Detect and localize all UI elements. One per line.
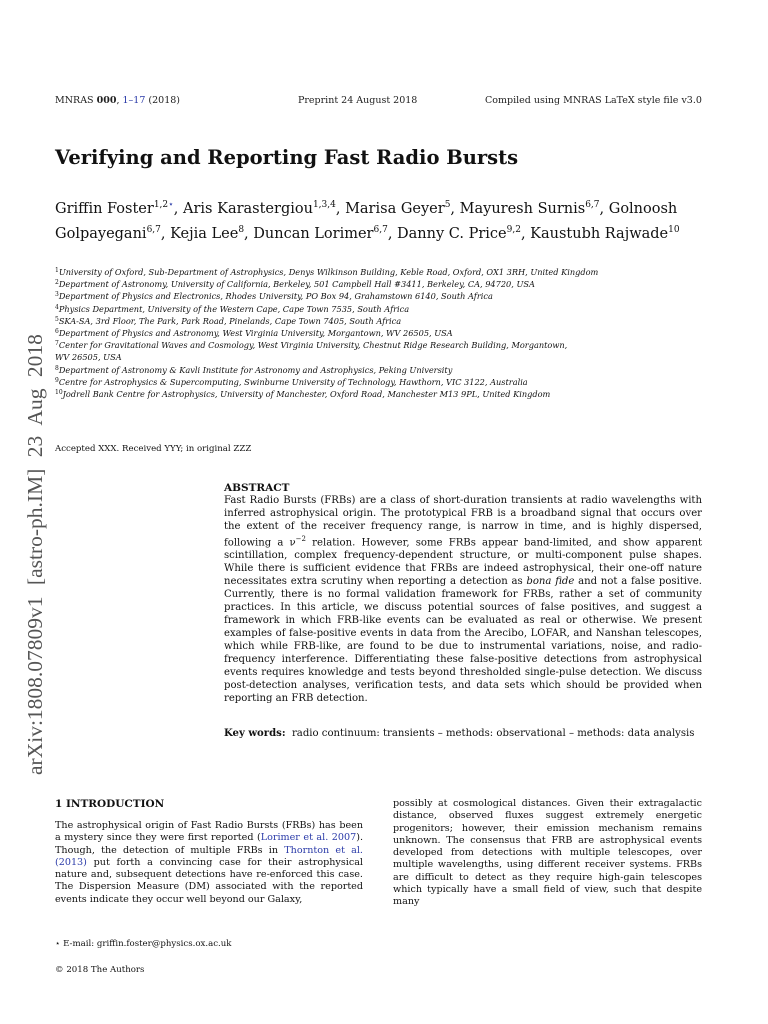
author-name: Marisa Geyer [345, 201, 445, 217]
affiliation-text: Department of Physics and Astronomy, West Virginia University, Morgantown, WV 26505, USA [58, 328, 453, 339]
page-range-link[interactable]: 1–17 [122, 95, 146, 106]
affiliation-text: Department of Astronomy, University of California, Berkeley, 501 Campbell Hall #3411, Berkeley, CA, 94720, USA [58, 279, 535, 290]
affiliation-item [55, 339, 705, 351]
running-header-journal: MNRAS 000, 1–17 (2018) [55, 95, 180, 106]
corresponding-author-star[interactable]: ⋆ [168, 200, 174, 210]
affiliation-item [55, 303, 705, 315]
keywords-text: radio continuum: transients – methods: observational – methods: data analysis [291, 728, 695, 739]
affiliation-text: Centre for Astrophysics & Supercomputing, Swinburne University of Technology, Hawthorn, VIC 3122, Australia [58, 376, 528, 387]
affiliation-list [55, 266, 705, 400]
accepted-line: Accepted XXX. Received YYY; in original ZZZ [55, 444, 252, 454]
abstract-text: Fast Radio Bursts (FRBs) are a class of short-duration transients at radio wavelengths with inferred astrophysical origin. The prototypical FRB is a broadband signal that occurs over the extent of the receiver frequency range, is narrow in time, and is highly dispersed, following a $\nu^{-2}$ relation. However, some FRBs appear band-limited, and show apparent scintillation, complex frequency-dependent structure, or multi-component pulse shapes. While there is sufficient evidence that FRBs are indeed astrophysical, their one-off nature necessitates extra scrutiny when reporting a detection as bona fide and not a false positive. Currently, there is no formal validation framework for FRBs, rather a set of community practices. In this article, we discuss potential sources of false positives, and suggest a framework in which FRB-like events can be evaluated as real or otherwise. We present examples of false-positive events in data from the Arecibo, LOFAR, and Nanshan telescopes, which while FRB-like, are found to be due to instrumental variations, noise, and radio-frequency interference. Differentiating these false-positive detections from astrophysical events requires knowledge and tests beyond thresholded single-pulse detection. We discuss post-detection analyses, verification tests, and data sets which should be provided when reporting an FRB detection. [224, 495, 702, 705]
author-list: Griffin Foster$^{1,2⋆}$, Aris Karastergiou$^{1,3,4}$, Marisa Geyer$^5$, Mayuresh Surnis$^{6,7}$, Golnoosh Golpayegani$^{6,7}$, Kejia Lee$^8$, Duncan Lorimer$^{6,7}$, Danny C. Price$^{9,2}$, Kaustubh Rajwade$^{10}$ [55, 200, 680, 242]
keywords [224, 727, 702, 740]
affiliation-item [55, 376, 705, 388]
affiliation-number: 6 [55, 328, 59, 336]
affiliation-number: 9 [55, 376, 59, 384]
author-name: Danny C. Price [397, 225, 507, 242]
affiliation-number: 1 [55, 267, 59, 274]
abstract-heading: ABSTRACT [224, 482, 290, 494]
arxiv-identifier: arXiv:1808.07809v1 [astro-ph.IM] 23 Aug 2018 [23, 334, 47, 775]
author-affiliation-mark: 5 [444, 200, 451, 210]
affiliation-number: 7 [55, 340, 59, 348]
author-affiliation-mark: 9,2 [506, 224, 521, 235]
affiliation-item [55, 278, 705, 290]
footnote-mark: ⋆ [55, 939, 61, 949]
affiliation-number: 2 [55, 279, 59, 287]
affiliation-text: Department of Astronomy & Kavli Institute for Astronomy and Astrophysics, Peking University [58, 364, 453, 375]
copyright-notice: © 2018 The Authors [55, 965, 145, 975]
author-name: Duncan Lorimer [253, 225, 374, 242]
section-heading-introduction: 1 INTRODUCTION [55, 798, 165, 810]
affiliation-number: 5 [55, 315, 59, 323]
author-affiliation-mark: 6,7 [585, 200, 600, 210]
affiliation-text: Department of Physics and Electronics, Rhodes University, PO Box 94, Grahamstown 6140, South Africa [58, 291, 493, 302]
author-name: Golnoosh Golpayegani [55, 201, 678, 242]
affiliation-item [55, 315, 705, 327]
affiliation-text: Center for Gravitational Waves and Cosmology, West Virginia University, Chestnut Ridge Research Building, Morgantown, [58, 340, 568, 351]
author-name: Kejia Lee [170, 225, 239, 242]
author-affiliation-mark: 8 [238, 224, 245, 235]
author-name: Mayuresh Surnis [459, 201, 586, 217]
volume-number: 000 [96, 95, 117, 106]
citation-link-lorimer[interactable]: Lorimer et al. 2007 [260, 832, 357, 844]
affiliation-item [55, 266, 705, 278]
affiliation-text: WV 26505, USA [55, 352, 122, 363]
paper-title: Verifying and Reporting Fast Radio Bursts [55, 146, 519, 169]
affiliation-text: SKA-SA, 3rd Floor, The Park, Park Road, Pinelands, Cape Town 7405, South Africa [58, 315, 402, 326]
affiliation-text: Jodrell Bank Centre for Astrophysics, University of Manchester, Oxford Road, Manchester M13 9PL, United Kingdom [62, 389, 551, 400]
author-name: Kaustubh Rajwade [530, 225, 669, 242]
affiliation-number: 4 [55, 303, 59, 311]
compiled-note: Compiled using MNRAS LaTeX style file v3.0 [485, 95, 702, 106]
author-affiliation-mark: 1,2⋆ [153, 200, 174, 210]
intro-left-column: The astrophysical origin of Fast Radio Bursts (FRBs) has been a mystery since they were first reported (Lorimer et al. 2007). Though, the detection of multiple FRBs in Thornton et al. (2013) put forth a convincing case for their astrophysical nature and, subsequent detections have re-enforced this case. The Dispersion Measure (DM) associated with the reported events indicate they occur well beyond our Galaxy, [55, 820, 363, 905]
affiliation-item [55, 364, 705, 376]
affiliation-item [55, 327, 705, 339]
affiliation-item [55, 388, 705, 400]
affiliation-item [55, 290, 705, 302]
affiliation-text: Physics Department, University of the Western Cape, Cape Town 7535, South Africa [58, 303, 410, 314]
author-name: Aris Karastergiou [183, 201, 313, 217]
footnote-email: ⋆ E-mail: griffin.foster@physics.ox.ac.uk [55, 939, 232, 949]
author-name: Griffin Foster [55, 201, 154, 217]
affiliation-number: 3 [55, 291, 59, 299]
preprint-date: Preprint 24 August 2018 [298, 95, 418, 106]
author-affiliation-mark: 6,7 [373, 224, 388, 235]
affiliation-number: 8 [55, 364, 59, 372]
keywords-label: Key words: [224, 728, 286, 739]
citation-link-thornton[interactable]: Thornton et al. (2013) [55, 844, 363, 868]
affiliation-number: 10 [55, 389, 63, 397]
intro-right-column: possibly at cosmological distances. Given their extragalactic distance, observed fluxes suggest extremely energetic progenitors; however, their emission mechanism remains unknown. The consensus that FRB are astrophysical events developed from detections with multiple telescopes, over multiple wavelengths, using different receiver systems. FRBs are difficult to detect as they require high-gain telescopes which typically have a small field of view, such that despite many [393, 798, 702, 908]
author-affiliation-mark: 10 [668, 224, 680, 235]
author-affiliation-mark: 1,3,4 [312, 200, 336, 210]
affiliation-text: University of Oxford, Sub-Department of Astrophysics, Denys Wilkinson Building, Keble Road, Oxford, OX1 3RH, United Kingdom [58, 267, 599, 277]
affiliation-item [55, 351, 705, 363]
author-affiliation-mark: 6,7 [146, 224, 161, 235]
